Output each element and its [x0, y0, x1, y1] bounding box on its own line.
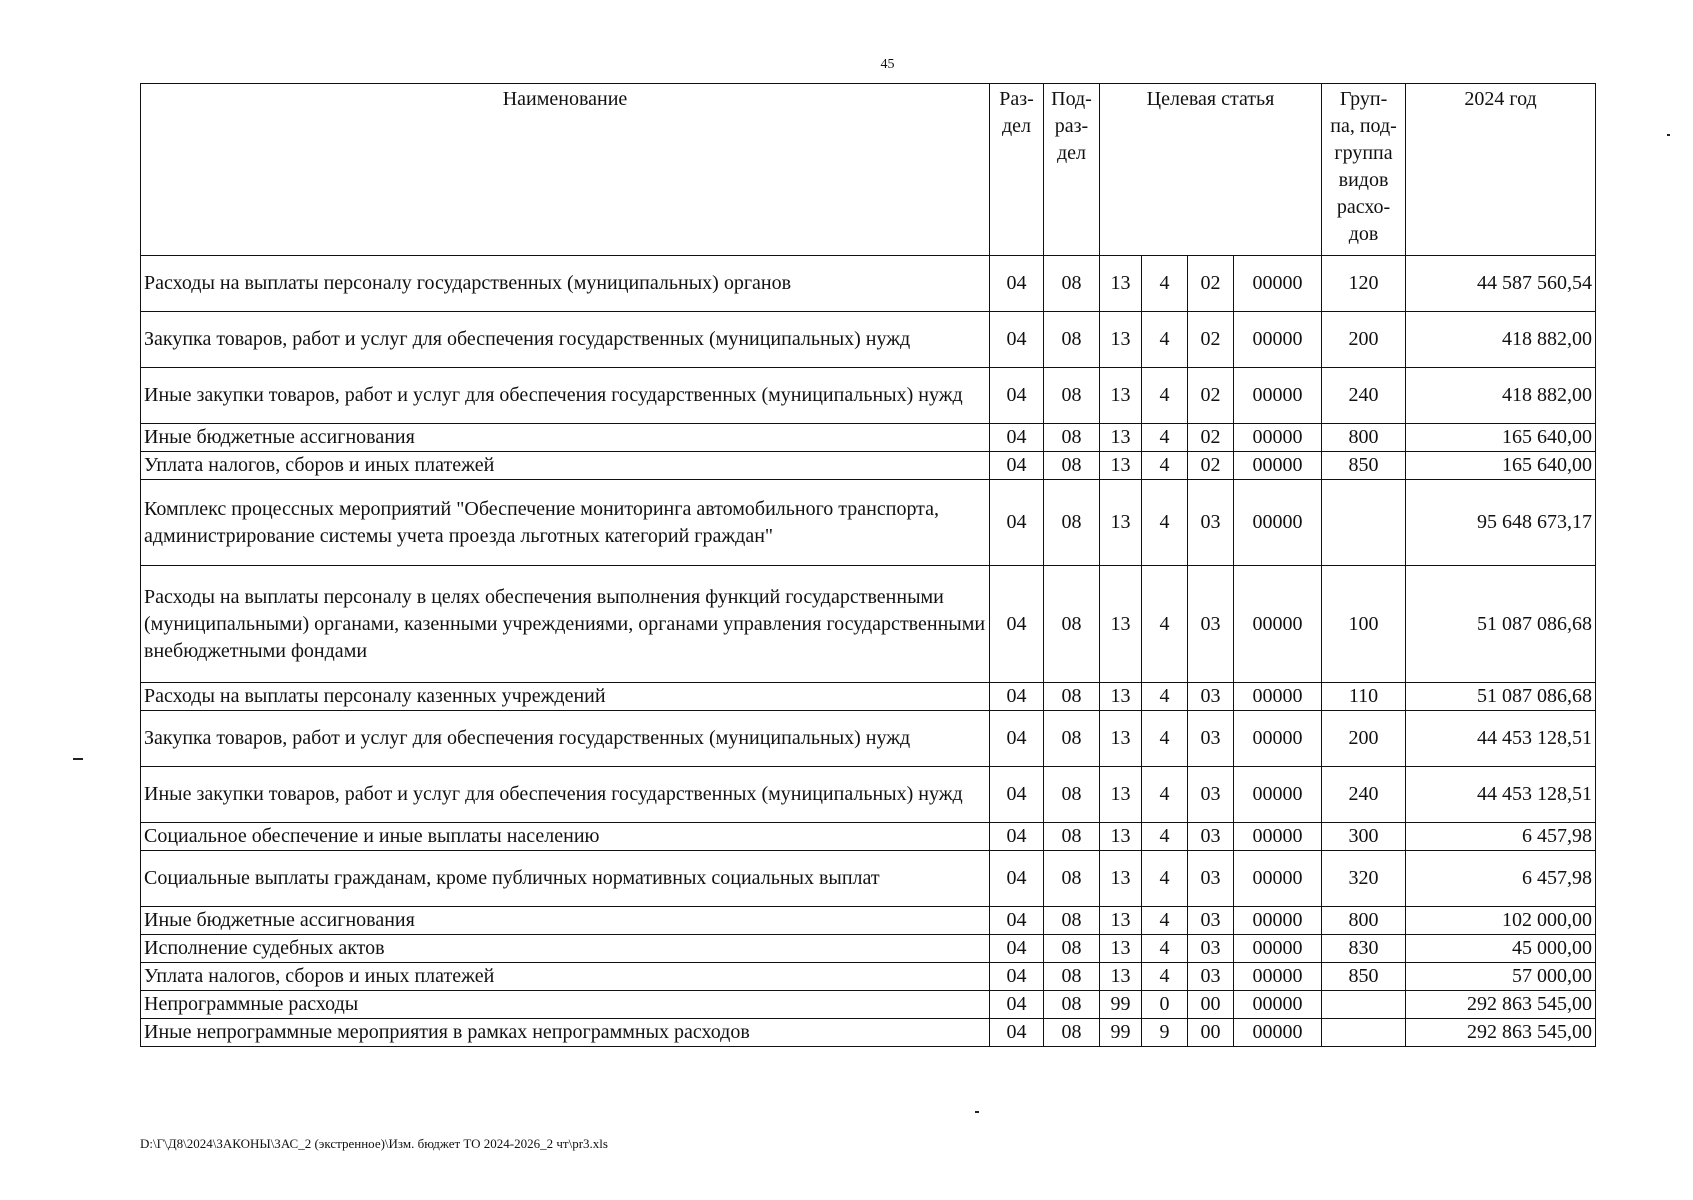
- row-expense-group: 830: [1322, 935, 1406, 963]
- row-razdel: 04: [990, 256, 1044, 312]
- row-amount: 95 648 673,17: [1406, 480, 1596, 566]
- margin-mark: [975, 1111, 979, 1113]
- row-amount: 6 457,98: [1406, 823, 1596, 851]
- row-expense-group: 800: [1322, 907, 1406, 935]
- row-target-subprogram: 03: [1188, 851, 1234, 907]
- row-name: Расходы на выплаты персоналу казенных учреждений: [141, 683, 990, 711]
- row-podrazdel: 08: [1044, 963, 1100, 991]
- row-target-type: 4: [1142, 935, 1188, 963]
- header-podrazdel: Под- раз- дел: [1044, 84, 1100, 256]
- row-target-direction: 00000: [1234, 683, 1322, 711]
- row-target-subprogram: 03: [1188, 963, 1234, 991]
- row-name: Расходы на выплаты персоналу в целях обеспечения выполнения функций государственными (муниципальными) органами, казенными учреждениями, органами управления государственными внебюджетными фондами: [141, 566, 990, 683]
- row-razdel: 04: [990, 368, 1044, 424]
- row-name: Иные закупки товаров, работ и услуг для обеспечения государственных (муниципальных) нужд: [141, 767, 990, 823]
- row-expense-group: 850: [1322, 963, 1406, 991]
- row-name: Исполнение судебных актов: [141, 935, 990, 963]
- row-target-type: 4: [1142, 256, 1188, 312]
- row-expense-group: 200: [1322, 312, 1406, 368]
- row-target-program: 13: [1100, 935, 1142, 963]
- row-razdel: 04: [990, 452, 1044, 480]
- row-razdel: 04: [990, 424, 1044, 452]
- table-row: [141, 566, 1596, 683]
- row-target-program: 13: [1100, 907, 1142, 935]
- row-podrazdel: 08: [1044, 480, 1100, 566]
- table-row: [141, 991, 1596, 1019]
- row-podrazdel: 08: [1044, 566, 1100, 683]
- row-podrazdel: 08: [1044, 424, 1100, 452]
- row-name: Уплата налогов, сборов и иных платежей: [141, 452, 990, 480]
- row-target-direction: 00000: [1234, 991, 1322, 1019]
- row-target-program: 13: [1100, 823, 1142, 851]
- row-target-program: 13: [1100, 767, 1142, 823]
- row-target-type: 9: [1142, 1019, 1188, 1047]
- row-target-program: 13: [1100, 424, 1142, 452]
- row-target-type: 4: [1142, 683, 1188, 711]
- table-row: [141, 711, 1596, 767]
- row-target-direction: 00000: [1234, 711, 1322, 767]
- row-target-subprogram: 00: [1188, 1019, 1234, 1047]
- row-amount: 165 640,00: [1406, 424, 1596, 452]
- row-amount: 102 000,00: [1406, 907, 1596, 935]
- row-razdel: 04: [990, 935, 1044, 963]
- row-target-direction: 00000: [1234, 907, 1322, 935]
- row-podrazdel: 08: [1044, 935, 1100, 963]
- row-target-program: 13: [1100, 851, 1142, 907]
- row-amount: 165 640,00: [1406, 452, 1596, 480]
- row-name: Уплата налогов, сборов и иных платежей: [141, 963, 990, 991]
- row-expense-group: 110: [1322, 683, 1406, 711]
- row-target-program: 99: [1100, 1019, 1142, 1047]
- row-target-direction: 00000: [1234, 368, 1322, 424]
- row-name: Социальные выплаты гражданам, кроме публичных нормативных социальных выплат: [141, 851, 990, 907]
- row-target-subprogram: 03: [1188, 767, 1234, 823]
- row-target-subprogram: 03: [1188, 935, 1234, 963]
- row-amount: 292 863 545,00: [1406, 1019, 1596, 1047]
- row-razdel: 04: [990, 991, 1044, 1019]
- row-amount: 418 882,00: [1406, 368, 1596, 424]
- row-podrazdel: 08: [1044, 683, 1100, 711]
- row-target-subprogram: 03: [1188, 823, 1234, 851]
- row-target-direction: 00000: [1234, 256, 1322, 312]
- table-row: [141, 907, 1596, 935]
- row-target-type: 4: [1142, 312, 1188, 368]
- row-target-direction: 00000: [1234, 452, 1322, 480]
- table-header: [141, 84, 1596, 256]
- row-amount: 44 453 128,51: [1406, 711, 1596, 767]
- table-row: [141, 823, 1596, 851]
- header-year: 2024 год: [1406, 84, 1596, 256]
- row-target-type: 4: [1142, 566, 1188, 683]
- row-expense-group: 240: [1322, 368, 1406, 424]
- row-name: Расходы на выплаты персоналу государственных (муниципальных) органов: [141, 256, 990, 312]
- header-razdel: Раз- дел: [990, 84, 1044, 256]
- row-amount: 292 863 545,00: [1406, 991, 1596, 1019]
- row-target-subprogram: 03: [1188, 907, 1234, 935]
- table-row: [141, 767, 1596, 823]
- header-name: Наименование: [141, 84, 990, 256]
- row-expense-group: [1322, 480, 1406, 566]
- row-target-direction: 00000: [1234, 823, 1322, 851]
- row-target-type: 4: [1142, 823, 1188, 851]
- row-target-subprogram: 03: [1188, 566, 1234, 683]
- row-amount: 44 587 560,54: [1406, 256, 1596, 312]
- row-target-program: 13: [1100, 683, 1142, 711]
- row-target-program: 13: [1100, 256, 1142, 312]
- row-target-direction: 00000: [1234, 312, 1322, 368]
- row-target-subprogram: 00: [1188, 991, 1234, 1019]
- row-target-subprogram: 03: [1188, 480, 1234, 566]
- row-target-subprogram: 02: [1188, 368, 1234, 424]
- row-target-program: 13: [1100, 452, 1142, 480]
- row-target-program: 99: [1100, 991, 1142, 1019]
- row-target-subprogram: 02: [1188, 312, 1234, 368]
- row-expense-group: [1322, 1019, 1406, 1047]
- table-row: [141, 452, 1596, 480]
- row-razdel: 04: [990, 767, 1044, 823]
- row-target-direction: 00000: [1234, 767, 1322, 823]
- row-expense-group: 300: [1322, 823, 1406, 851]
- table-row: [141, 1019, 1596, 1047]
- row-expense-group: [1322, 991, 1406, 1019]
- table-row: [141, 368, 1596, 424]
- row-expense-group: 240: [1322, 767, 1406, 823]
- row-expense-group: 120: [1322, 256, 1406, 312]
- table-row: [141, 851, 1596, 907]
- table-row: [141, 963, 1596, 991]
- row-razdel: 04: [990, 480, 1044, 566]
- row-razdel: 04: [990, 711, 1044, 767]
- row-expense-group: 200: [1322, 711, 1406, 767]
- table-row: [141, 935, 1596, 963]
- row-podrazdel: 08: [1044, 767, 1100, 823]
- row-razdel: 04: [990, 851, 1044, 907]
- row-name: Непрограммные расходы: [141, 991, 990, 1019]
- page-number: 45: [880, 57, 895, 72]
- row-podrazdel: 08: [1044, 368, 1100, 424]
- row-expense-group: 850: [1322, 452, 1406, 480]
- row-amount: 51 087 086,68: [1406, 683, 1596, 711]
- row-target-subprogram: 03: [1188, 683, 1234, 711]
- row-podrazdel: 08: [1044, 991, 1100, 1019]
- row-name: Иные непрограммные мероприятия в рамках непрограммных расходов: [141, 1019, 990, 1047]
- row-target-program: 13: [1100, 963, 1142, 991]
- file-path-footer: D:\Г\Д8\2024\ЗАКОНЫ\ЗАС_2 (экстренное)\Изм. бюджет ТО 2024-2026_2 чт\pr3.xls: [140, 1136, 608, 1151]
- row-amount: 418 882,00: [1406, 312, 1596, 368]
- row-target-direction: 00000: [1234, 424, 1322, 452]
- table-body: [141, 256, 1596, 1047]
- row-target-subprogram: 02: [1188, 424, 1234, 452]
- margin-mark: [1667, 134, 1670, 136]
- row-target-program: 13: [1100, 312, 1142, 368]
- header-expense-group: Груп- па, под- группа видов расхо- дов: [1322, 84, 1406, 256]
- row-target-type: 4: [1142, 368, 1188, 424]
- table-row: [141, 312, 1596, 368]
- row-amount: 44 453 128,51: [1406, 767, 1596, 823]
- row-razdel: 04: [990, 907, 1044, 935]
- row-target-program: 13: [1100, 480, 1142, 566]
- row-target-type: 4: [1142, 424, 1188, 452]
- row-target-subprogram: 02: [1188, 256, 1234, 312]
- row-target-direction: 00000: [1234, 963, 1322, 991]
- row-podrazdel: 08: [1044, 851, 1100, 907]
- row-target-type: 4: [1142, 480, 1188, 566]
- row-target-direction: 00000: [1234, 851, 1322, 907]
- row-name: Закупка товаров, работ и услуг для обеспечения государственных (муниципальных) нужд: [141, 711, 990, 767]
- row-target-type: 4: [1142, 851, 1188, 907]
- budget-table: [140, 83, 1596, 1047]
- table-row: [141, 683, 1596, 711]
- row-podrazdel: 08: [1044, 823, 1100, 851]
- row-expense-group: 100: [1322, 566, 1406, 683]
- row-target-subprogram: 02: [1188, 452, 1234, 480]
- row-name: Социальное обеспечение и иные выплаты населению: [141, 823, 990, 851]
- row-target-type: 4: [1142, 963, 1188, 991]
- row-target-program: 13: [1100, 566, 1142, 683]
- row-name: Иные закупки товаров, работ и услуг для обеспечения государственных (муниципальных) нужд: [141, 368, 990, 424]
- margin-mark: [73, 758, 83, 760]
- row-razdel: 04: [990, 1019, 1044, 1047]
- row-razdel: 04: [990, 312, 1044, 368]
- row-razdel: 04: [990, 683, 1044, 711]
- row-target-type: 4: [1142, 767, 1188, 823]
- table-row: [141, 424, 1596, 452]
- row-amount: 51 087 086,68: [1406, 566, 1596, 683]
- row-name: Иные бюджетные ассигнования: [141, 424, 990, 452]
- row-podrazdel: 08: [1044, 256, 1100, 312]
- row-target-direction: 00000: [1234, 935, 1322, 963]
- row-name: Закупка товаров, работ и услуг для обеспечения государственных (муниципальных) нужд: [141, 312, 990, 368]
- row-target-program: 13: [1100, 368, 1142, 424]
- row-expense-group: 800: [1322, 424, 1406, 452]
- row-expense-group: 320: [1322, 851, 1406, 907]
- row-podrazdel: 08: [1044, 907, 1100, 935]
- header-target-article: Целевая статья: [1100, 84, 1322, 256]
- row-razdel: 04: [990, 566, 1044, 683]
- table-row: [141, 256, 1596, 312]
- table-row: [141, 480, 1596, 566]
- row-razdel: 04: [990, 963, 1044, 991]
- row-target-type: 4: [1142, 711, 1188, 767]
- row-amount: 45 000,00: [1406, 935, 1596, 963]
- row-name: Комплекс процессных мероприятий "Обеспечение мониторинга автомобильного транспорта, администрирование системы учета проезда льготных категорий граждан": [141, 480, 990, 566]
- row-target-program: 13: [1100, 711, 1142, 767]
- row-podrazdel: 08: [1044, 312, 1100, 368]
- row-target-direction: 00000: [1234, 1019, 1322, 1047]
- row-name: Иные бюджетные ассигнования: [141, 907, 990, 935]
- row-podrazdel: 08: [1044, 711, 1100, 767]
- row-target-type: 0: [1142, 991, 1188, 1019]
- row-target-type: 4: [1142, 907, 1188, 935]
- row-amount: 57 000,00: [1406, 963, 1596, 991]
- row-target-subprogram: 03: [1188, 711, 1234, 767]
- row-razdel: 04: [990, 823, 1044, 851]
- row-amount: 6 457,98: [1406, 851, 1596, 907]
- row-target-type: 4: [1142, 452, 1188, 480]
- row-target-direction: 00000: [1234, 480, 1322, 566]
- row-podrazdel: 08: [1044, 452, 1100, 480]
- row-target-direction: 00000: [1234, 566, 1322, 683]
- row-podrazdel: 08: [1044, 1019, 1100, 1047]
